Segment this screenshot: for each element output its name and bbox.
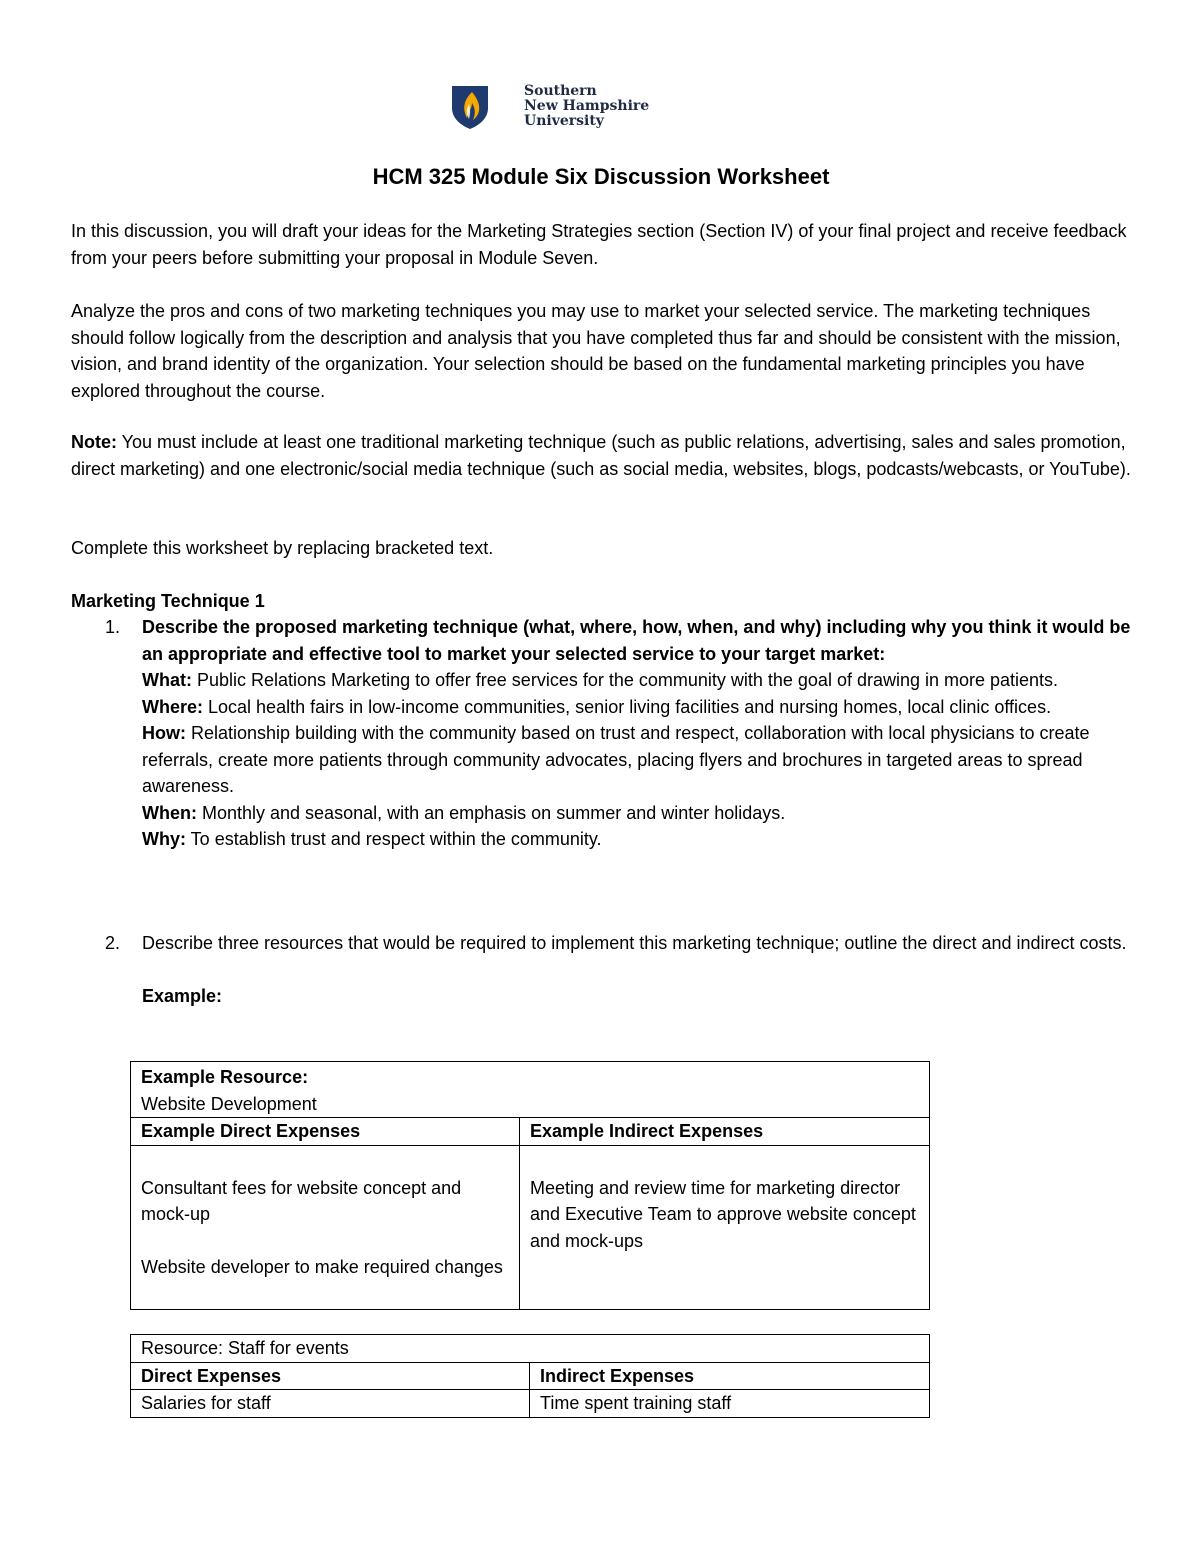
resource-cell: Resource: Staff for events [131, 1335, 930, 1363]
question-2-number: 2. [105, 933, 121, 953]
logo-line-1: Southern [524, 83, 597, 99]
table-row [131, 1145, 930, 1309]
example-resource-table [130, 1061, 930, 1310]
example-indirect-header: Example Indirect Expenses [520, 1118, 930, 1146]
answer-why [142, 826, 1132, 853]
complete-instruction: Complete this worksheet by replacing bracketed text. [71, 538, 494, 558]
when-label: When: [142, 802, 197, 823]
example-resource-cell [131, 1062, 930, 1118]
question-1-body [142, 614, 1132, 853]
table-row [131, 1062, 930, 1118]
where-text: Local health fairs in low-income communities, senior living facilities and nursing homes, local clinic offices. [203, 696, 1052, 717]
answer-where [142, 694, 1132, 721]
example-resource-value: Website Development [141, 1093, 317, 1114]
direct-expense-1: Salaries for staff [131, 1390, 530, 1418]
answer-how [142, 720, 1132, 800]
shield-flame-icon [450, 84, 490, 130]
why-label: Why: [142, 829, 186, 849]
question-1-prompt: Describe the proposed marketing technique (what, where, how, when, and why) including why you think it would be an appropriate and effective tool to market your selected service to your target market: [142, 617, 1131, 664]
what-label: What: [142, 670, 192, 690]
example-label: Example: [142, 985, 223, 1006]
indirect-expense-1: Time spent training staff [530, 1390, 930, 1418]
note-text: You must include at least one traditional marketing technique (such as public relations, advertising, sales and sales promotion, direct marketing) and one electronic/social media technique (such as social media, websites, blogs, podcasts/webcasts, or YouTube). [71, 432, 1131, 479]
table-row [131, 1335, 930, 1363]
example-direct-2: Website developer to make required changes [141, 1256, 503, 1277]
logo-line-2: New Hampshire [524, 98, 650, 114]
logo-line-3: University [524, 113, 604, 129]
note-paragraph [71, 429, 1131, 482]
technique-heading: Marketing Technique 1 [71, 591, 265, 611]
indirect-expenses-header: Indirect Expenses [530, 1362, 930, 1390]
intro-paragraph: In this discussion, you will draft your ideas for the Marketing Strategies section (Section IV) of your final project and receive feedback from your peers before submitting your proposal in Module Seven. [71, 221, 1127, 268]
example-indirect-cell [520, 1145, 930, 1309]
why-text: To establish trust and respect within the community. [186, 829, 602, 849]
where-label: Where: [142, 696, 204, 717]
university-logo [450, 84, 650, 132]
question-2-prompt: Describe three resources that would be required to implement this marketing technique; outline the direct and indirect costs. [142, 933, 1127, 953]
example-direct-header: Example Direct Expenses [131, 1118, 520, 1146]
example-resource-label: Example Resource: [141, 1067, 309, 1087]
table-row [131, 1362, 930, 1390]
logo-text [524, 84, 649, 129]
question-1-number: 1. [105, 617, 121, 637]
page-title: HCM 325 Module Six Discussion Worksheet [372, 164, 830, 189]
example-direct-1: Consultant fees for website concept and mock-up [141, 1177, 462, 1224]
staff-resource-table [130, 1334, 930, 1418]
direct-expenses-header: Direct Expenses [131, 1362, 530, 1390]
table-row [131, 1118, 930, 1146]
example-direct-cell [131, 1145, 520, 1309]
answer-what [142, 667, 1132, 694]
table-row [131, 1390, 930, 1418]
how-text: Relationship building with the community based on trust and respect, collaboration with local physicians to create referrals, create more patients through community advocates, placing flyers and brochures in targeted areas to spread awareness. [142, 723, 1090, 796]
answer-when [142, 800, 1132, 827]
note-label: Note: [71, 432, 117, 452]
question-2-body [142, 930, 1132, 1009]
example-indirect-1: Meeting and review time for marketing director and Executive Team to approve website concept and mock-ups [530, 1177, 916, 1251]
when-text: Monthly and seasonal, with an emphasis on summer and winter holidays. [196, 802, 786, 823]
analyze-paragraph: Analyze the pros and cons of two marketing techniques you may use to market your selected service. The marketing techniques should follow logically from the description and analysis that you have completed thus far and should be consistent with the mission, vision, and brand identity of the organization. Your selection should be based on the fundamental marketing principles you have explored throughout the course. [71, 301, 1121, 401]
what-text: Public Relations Marketing to offer free services for the community with the goal of drawing in more patients. [191, 670, 1059, 690]
how-label: How: [142, 723, 186, 743]
